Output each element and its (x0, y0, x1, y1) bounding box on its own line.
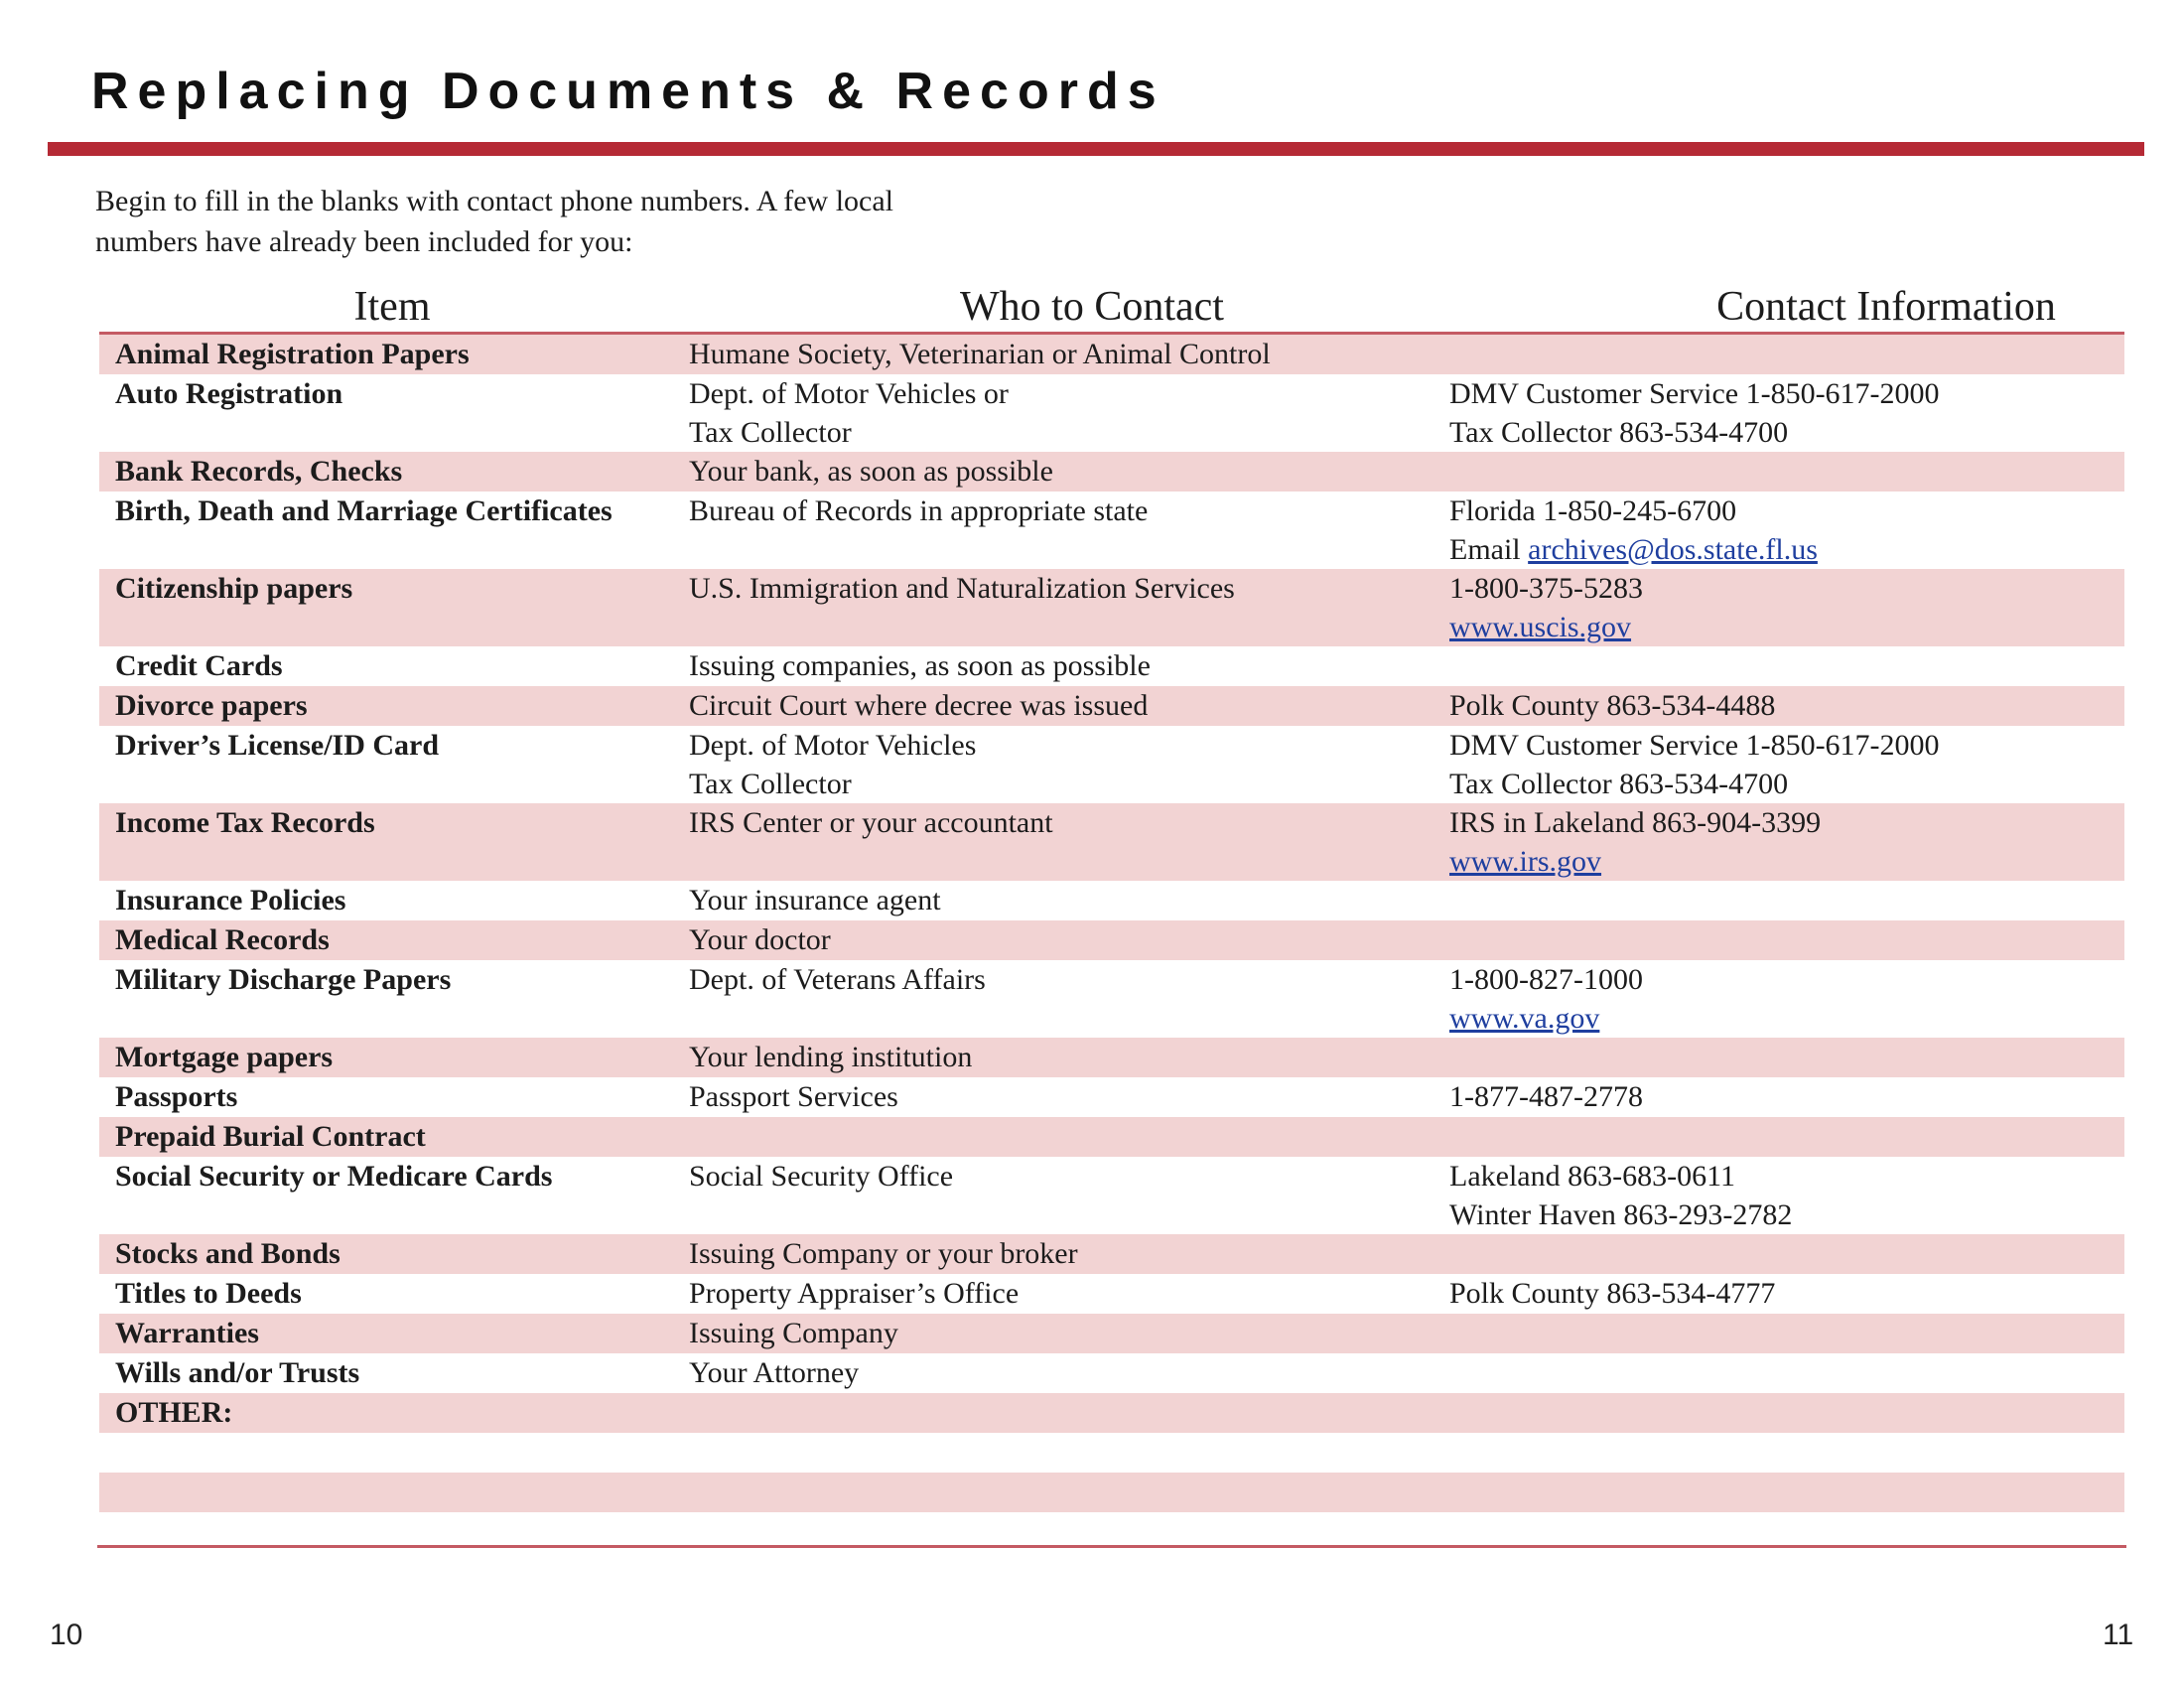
item-cell: Income Tax Records (115, 806, 375, 839)
who-cell (689, 920, 1449, 960)
page-number-left: 10 (50, 1618, 83, 1651)
table-row (99, 1234, 2124, 1274)
intro-line-1: Begin to fill in the blanks with contact phone numbers. A few local (95, 185, 894, 217)
who-line: Dept. of Motor Vehicles (689, 729, 977, 762)
item-cell: Social Security or Medicare Cards (115, 1160, 553, 1193)
item-cell: Titles to Deeds (115, 1277, 302, 1310)
bottom-divider (97, 1545, 2126, 1548)
info-cell (1449, 1353, 2124, 1393)
who-cell (689, 1353, 1449, 1393)
item-cell: Citizenship papers (115, 572, 353, 605)
item-cell: Credit Cards (115, 649, 283, 682)
item-cell: Insurance Policies (115, 884, 346, 916)
who-cell (689, 726, 1449, 803)
who-line: IRS Center or your accountant (689, 806, 1053, 839)
item-cell: Mortgage papers (115, 1041, 334, 1073)
item-cell: Divorce papers (115, 689, 308, 722)
website-link[interactable]: www.uscis.gov (1449, 611, 1632, 643)
info-cell (1449, 1038, 2124, 1077)
email-link[interactable]: archives@dos.state.fl.us (1528, 533, 1818, 566)
table-row (99, 492, 2124, 569)
info-cell (1449, 803, 2124, 881)
who-cell (689, 1274, 1449, 1314)
item-cell: Birth, Death and Marriage Certificates (115, 494, 613, 527)
table-row (99, 686, 2124, 726)
table-row (99, 1473, 2124, 1512)
who-line: U.S. Immigration and Naturalization Services (689, 572, 1235, 605)
info-line: Polk County 863-534-4777 (1449, 1277, 1776, 1310)
info-cell (1449, 726, 2124, 803)
table-row (99, 1274, 2124, 1314)
who-line: Dept. of Motor Vehicles or (689, 377, 1009, 410)
table-row (99, 1314, 2124, 1353)
item-cell: Stocks and Bonds (115, 1237, 341, 1270)
info-line: Tax Collector 863-534-4700 (1449, 416, 1789, 449)
title-divider (48, 142, 2144, 156)
who-cell (689, 335, 1449, 374)
email-prefix: Email (1449, 533, 1529, 566)
who-line: Your lending institution (689, 1041, 973, 1073)
who-cell (689, 1077, 1449, 1117)
table-row (99, 726, 2124, 803)
who-line: Your doctor (689, 923, 831, 956)
info-line: Tax Collector 863-534-4700 (1449, 768, 1789, 800)
info-cell (1449, 492, 2124, 569)
info-line: IRS in Lakeland 863-904-3399 (1449, 806, 1822, 839)
info-cell (1449, 569, 2124, 646)
who-cell (689, 569, 1449, 646)
who-line: Passport Services (689, 1080, 898, 1113)
who-cell (689, 960, 1449, 1038)
who-line: Tax Collector (689, 416, 852, 449)
info-cell (1449, 335, 2124, 374)
info-cell (1449, 960, 2124, 1038)
info-cell (1449, 920, 2124, 960)
column-header-who: Who to Contact (960, 284, 1224, 330)
email-line (1449, 530, 2124, 569)
contacts-table (99, 282, 2124, 1552)
item-cell: Auto Registration (115, 377, 343, 410)
item-cell: Medical Records (115, 923, 330, 956)
website-link[interactable]: www.va.gov (1449, 1002, 1600, 1035)
info-line: 1-877-487-2778 (1449, 1080, 1643, 1113)
item-cell: Wills and/or Trusts (115, 1356, 360, 1389)
column-header-info: Contact Information (1716, 284, 2056, 330)
who-line: Your Attorney (689, 1356, 860, 1389)
who-cell (689, 374, 1449, 452)
who-line: Issuing companies, as soon as possible (689, 649, 1151, 682)
info-line: DMV Customer Service 1-850-617-2000 (1449, 729, 1940, 762)
info-cell (1449, 374, 2124, 452)
info-cell (1449, 1077, 2124, 1117)
who-cell (689, 646, 1449, 686)
item-cell: Military Discharge Papers (115, 963, 452, 996)
info-line: 1-800-375-5283 (1449, 572, 1643, 605)
who-cell (689, 1117, 1449, 1157)
who-line: Tax Collector (689, 768, 852, 800)
item-cell (99, 1433, 689, 1473)
item-cell: Passports (115, 1080, 238, 1113)
table-row (99, 803, 2124, 881)
info-cell (1449, 452, 2124, 492)
table-row (99, 452, 2124, 492)
table-row (99, 335, 2124, 374)
item-cell: Prepaid Burial Contract (115, 1120, 426, 1153)
who-cell (689, 1234, 1449, 1274)
table-row (99, 1117, 2124, 1157)
who-cell (689, 1433, 1449, 1473)
table-row (99, 920, 2124, 960)
item-cell: Bank Records, Checks (115, 455, 403, 488)
item-cell (99, 1473, 689, 1512)
who-cell (689, 1314, 1449, 1353)
table-row (99, 646, 2124, 686)
info-line: DMV Customer Service 1-850-617-2000 (1449, 377, 1940, 410)
who-cell (689, 686, 1449, 726)
who-cell (689, 452, 1449, 492)
info-cell (1449, 1433, 2124, 1473)
info-cell (1449, 881, 2124, 920)
who-line: Issuing Company (689, 1317, 898, 1349)
info-cell (1449, 1234, 2124, 1274)
table-row (99, 1353, 2124, 1393)
info-line: Lakeland 863-683-0611 (1449, 1160, 1735, 1193)
who-line: Your insurance agent (689, 884, 941, 916)
who-line: Dept. of Veterans Affairs (689, 963, 986, 996)
table-row (99, 569, 2124, 646)
info-line: Florida 1-850-245-6700 (1449, 494, 1737, 527)
who-cell (689, 1473, 1449, 1512)
item-cell: Warranties (115, 1317, 259, 1349)
table-row (99, 1393, 2124, 1433)
page-number-right: 11 (2103, 1618, 2134, 1651)
item-cell: Driver’s License/ID Card (115, 729, 440, 762)
who-cell (689, 881, 1449, 920)
who-line: Circuit Court where decree was issued (689, 689, 1149, 722)
who-line: Property Appraiser’s Office (689, 1277, 1020, 1310)
who-line: Your bank, as soon as possible (689, 455, 1053, 488)
who-line: Social Security Office (689, 1160, 954, 1193)
who-line: Issuing Company or your broker (689, 1237, 1078, 1270)
who-cell (689, 1038, 1449, 1077)
table-body (99, 335, 2124, 1552)
info-cell (1449, 646, 2124, 686)
info-cell (1449, 1117, 2124, 1157)
who-cell (689, 1157, 1449, 1234)
info-cell (1449, 1157, 2124, 1234)
who-line: Humane Society, Veterinarian or Animal Control (689, 338, 1271, 370)
info-line: Polk County 863-534-4488 (1449, 689, 1776, 722)
table-row (99, 1157, 2124, 1234)
item-cell: Animal Registration Papers (115, 338, 470, 370)
who-cell (689, 803, 1449, 881)
intro-line-2: numbers have already been included for you: (95, 225, 633, 258)
info-line: Winter Haven 863-293-2782 (1449, 1198, 1793, 1231)
info-cell (1449, 1314, 2124, 1353)
info-line: 1-800-827-1000 (1449, 963, 1643, 996)
info-cell (1449, 686, 2124, 726)
table-row (99, 1433, 2124, 1473)
table-row (99, 881, 2124, 920)
table-row (99, 1077, 2124, 1117)
info-cell (1449, 1473, 2124, 1512)
who-cell (689, 492, 1449, 569)
intro-text (95, 181, 1088, 262)
who-cell (689, 1393, 1449, 1433)
item-cell: OTHER: (115, 1396, 233, 1429)
table-row (99, 1038, 2124, 1077)
table-row (99, 374, 2124, 452)
page-title: Replacing Documents & Records (91, 63, 1165, 120)
who-line: Bureau of Records in appropriate state (689, 494, 1149, 527)
table-row (99, 960, 2124, 1038)
info-cell (1449, 1393, 2124, 1433)
info-cell (1449, 1274, 2124, 1314)
column-header-item: Item (353, 284, 431, 330)
website-link[interactable]: www.irs.gov (1449, 845, 1602, 878)
table-header (99, 282, 2124, 335)
